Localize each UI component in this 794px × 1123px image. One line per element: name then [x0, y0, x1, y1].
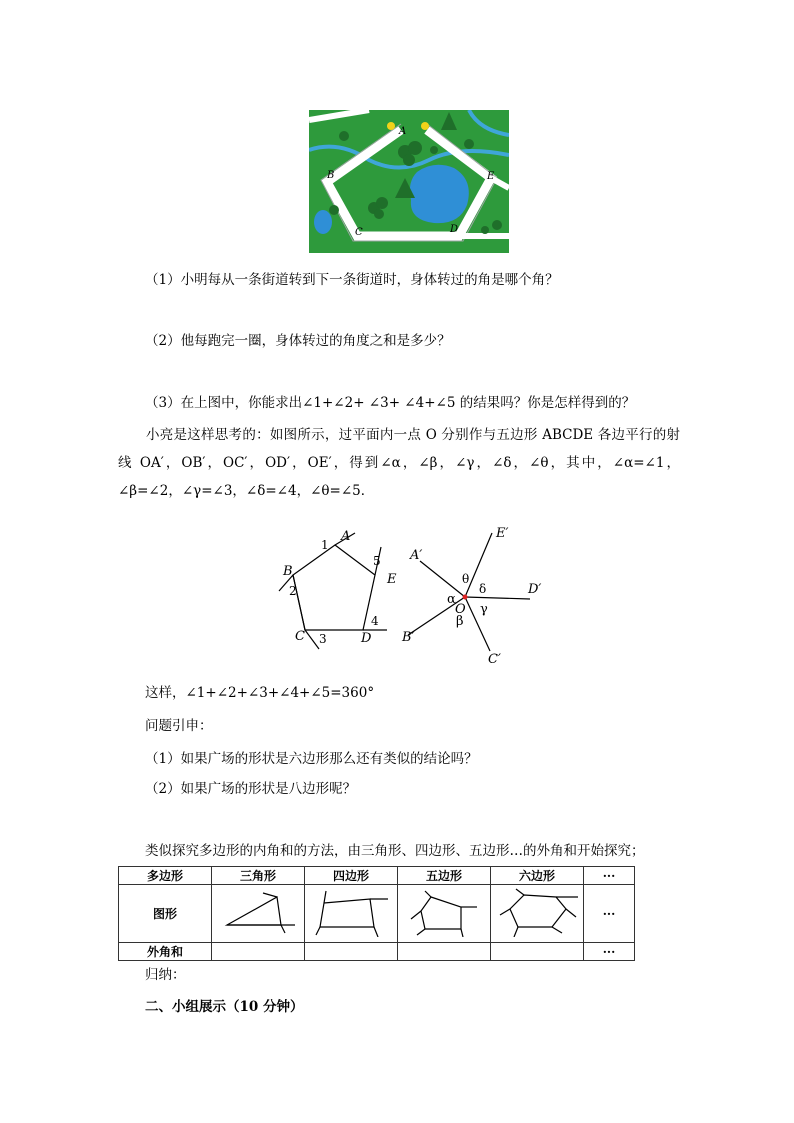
lead-item-1: （1）如果广场的形状是六边形那么还有类似的结论吗？ [145, 751, 478, 767]
ray-label-c: C′ [488, 652, 501, 665]
angle-gamma-label: γ [480, 602, 488, 617]
hexagon-figure-cell [491, 885, 584, 943]
question-1: （1）小明每从一条街道转到下一条街道时，身体转过的角是哪个角？ [145, 272, 559, 288]
angle-4-label: 4 [371, 614, 379, 628]
rays-figure [400, 525, 550, 665]
lead-item-2: （2）如果广场的形状是八边形呢？ [145, 781, 357, 797]
angle-delta-label: δ [479, 582, 487, 596]
table-ellipsis-cell: ··· [584, 943, 635, 961]
pentagon-label-c: C [295, 629, 305, 644]
table-row-label: 图形 [119, 885, 212, 943]
angle-theta-label: θ [462, 572, 470, 586]
park-map-illustration [309, 110, 509, 253]
angle-alpha-label: α [447, 592, 456, 607]
pentagon-label-d: D [361, 631, 372, 646]
table-header-cell: 五边形 [398, 867, 491, 885]
table-sum-row [119, 943, 635, 961]
map-label-d: D [450, 224, 459, 235]
angle-1-label: 1 [321, 538, 329, 552]
question-2: （2）他每跑完一圈，身体转过的角度之和是多少？ [145, 333, 451, 349]
pentagon-figure [275, 525, 405, 655]
angle-3-label: 3 [319, 632, 327, 646]
angle-5-label: 5 [373, 554, 381, 568]
triangle-figure-cell [212, 885, 305, 943]
map-label-a: A [399, 126, 407, 137]
pentagon-figure-cell [398, 885, 491, 943]
question-3: （3）在上图中，你能求出∠1+∠2+ ∠3+ ∠4+∠5 的结果吗？你是怎样得到的？ [145, 395, 636, 411]
triangle-exterior-figure [215, 887, 301, 937]
ray-label-a: A′ [410, 548, 423, 563]
exterior-angle-table [118, 866, 635, 961]
quadrilateral-exterior-figure [308, 887, 394, 937]
pentagon-label-e: E [387, 572, 397, 587]
table-ellipsis-cell: ··· [584, 885, 635, 943]
conclusion-text: 这样，∠1+∠2+∠3+∠4+∠5=360° [145, 685, 375, 701]
table-header-cell: 六边形 [491, 867, 584, 885]
ray-label-e: E′ [496, 526, 509, 541]
ray-label-d: D′ [528, 582, 542, 597]
map-label-c: C [355, 227, 363, 238]
table-figure-row [119, 885, 635, 943]
pentagon-exterior-figure [401, 887, 487, 937]
pentagon-label-a: A [341, 529, 351, 544]
table-header-cell: 三角形 [212, 867, 305, 885]
table-cell [491, 943, 584, 961]
section-title: 二、小组展示（10 分钟） [145, 999, 304, 1015]
table-header-cell: 四边形 [305, 867, 398, 885]
quadrilateral-figure-cell [305, 885, 398, 943]
hexagon-exterior-figure [494, 887, 580, 937]
table-header-cell: ··· [584, 867, 635, 885]
pentagon-label-b: B [283, 564, 293, 579]
ray-label-b: B′ [402, 630, 415, 645]
angle-2-label: 2 [289, 584, 297, 598]
table-row-label: 外角和 [119, 943, 212, 961]
map-label-b: B [327, 170, 335, 181]
lead-title: 问题引申： [145, 718, 213, 734]
angle-beta-label: β [456, 614, 464, 629]
table-cell [305, 943, 398, 961]
explanation-paragraph: 小亮是这样思考的：如图所示，过平面内一点 O 分别作与五边形 ABCDE 各边平行的射线 OA′，OB′，OC′，OD′，OE′，得到∠α，∠β，∠γ，∠δ，∠θ，其中，∠α=∠1，∠β=∠2，∠γ=∠3，∠δ=∠4，∠θ=∠5． [118, 427, 680, 499]
table-cell [398, 943, 491, 961]
point-o-label: O [455, 602, 466, 617]
summary-label: 归纳： [145, 967, 186, 983]
table-header-row [119, 867, 635, 885]
explore-text: 类似探究多边形的内角和的方法，由三角形、四边形、五边形…的外角和开始探究； [145, 843, 645, 859]
map-label-e: E [487, 171, 495, 182]
table-cell [212, 943, 305, 961]
table-header-cell: 多边形 [119, 867, 212, 885]
